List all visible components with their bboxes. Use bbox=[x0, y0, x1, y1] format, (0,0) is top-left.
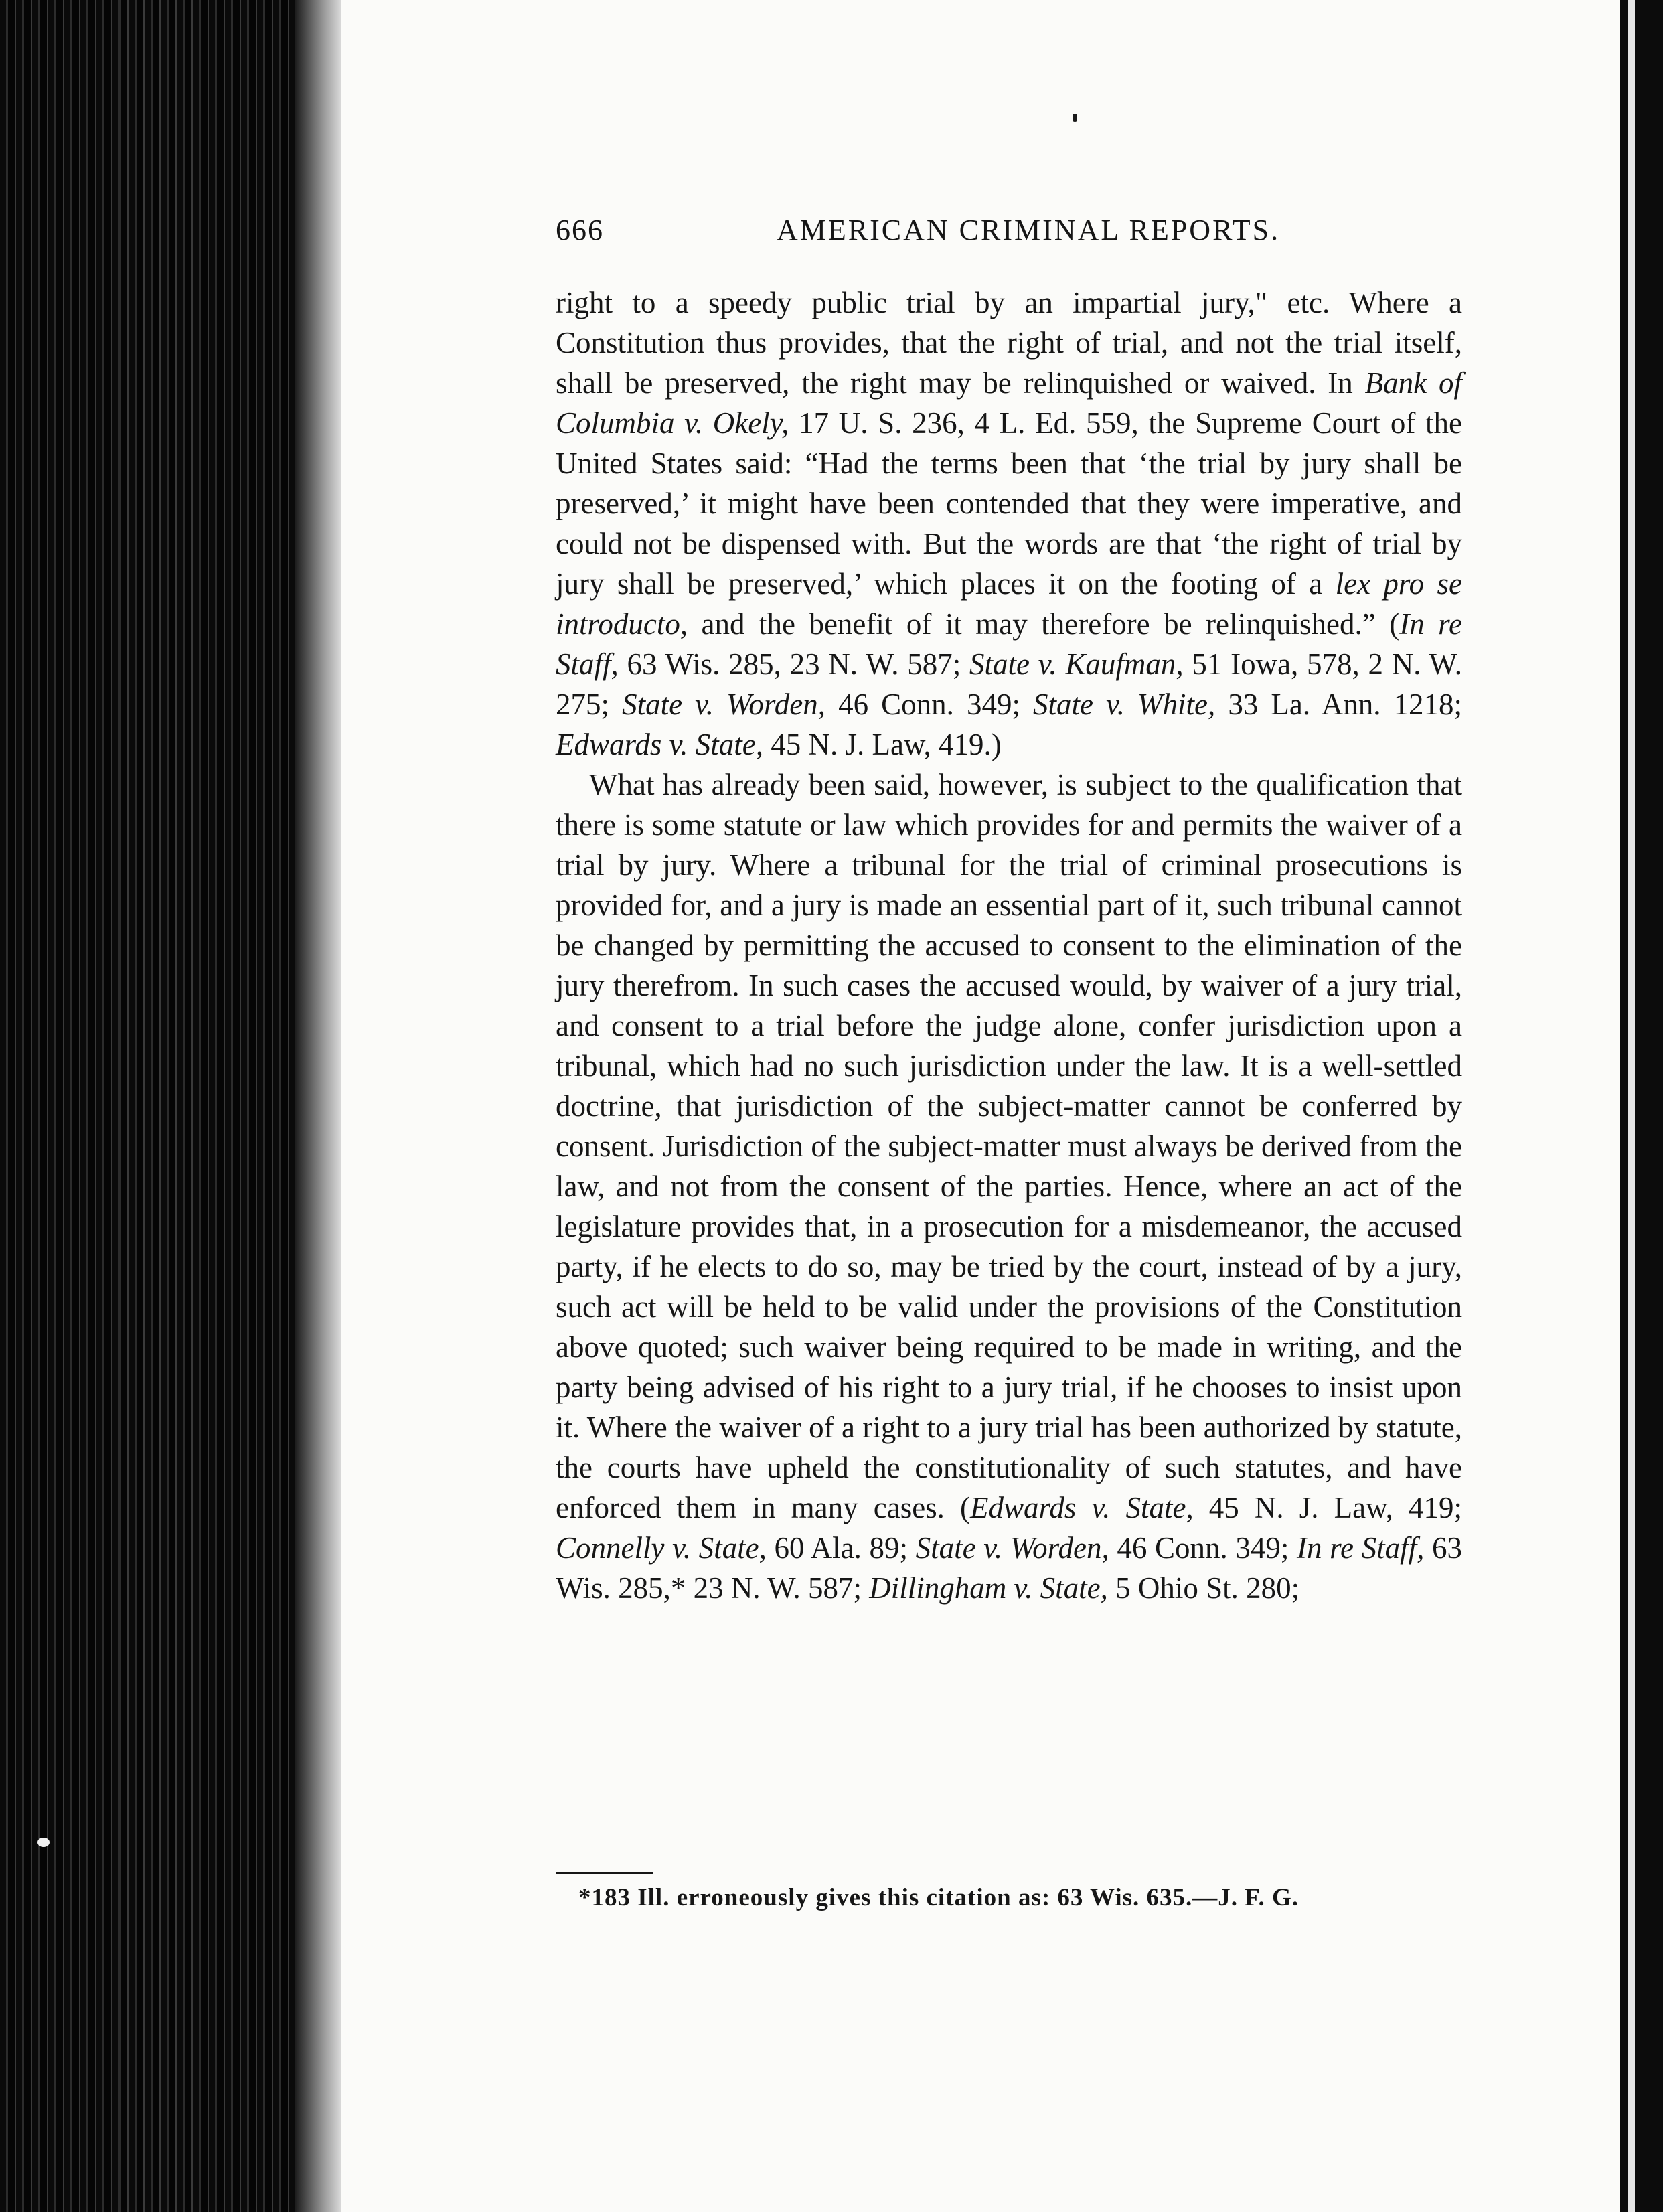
text-run: 63 Wis. 285, 23 N. W. 587; bbox=[618, 647, 970, 681]
text-run: 63 Wis. 285,* 23 N. W. 587; bbox=[556, 1531, 1463, 1605]
paragraph-1 bbox=[556, 283, 1462, 765]
case-citation: In re Staff, bbox=[556, 607, 1462, 681]
case-citation: Bank of Columbia v. Okely, bbox=[556, 366, 1462, 440]
book-binding bbox=[0, 0, 341, 2212]
case-citation: State v. Worden, bbox=[915, 1531, 1109, 1565]
running-title: AMERICAN CRIMINAL REPORTS. bbox=[777, 214, 1281, 246]
binding-shadow bbox=[295, 0, 348, 2212]
case-citation: Edwards v. State, bbox=[556, 728, 763, 761]
case-citation: Edwards v. State, bbox=[970, 1491, 1194, 1524]
case-citation: Dillingham v. State, bbox=[869, 1571, 1108, 1605]
scan-right-edge bbox=[1620, 0, 1663, 2212]
binding-mark bbox=[37, 1838, 50, 1847]
latin-phrase: lex pro se introducto, bbox=[556, 567, 1462, 641]
body-text bbox=[556, 283, 1462, 1608]
footnote: *183 Ill. erroneously gives this citation as: 63 Wis. 635.—J. F. G. bbox=[578, 1884, 1299, 1911]
case-citation: State v. White, bbox=[1033, 688, 1216, 721]
text-run: 45 N. J. Law, 419.) bbox=[763, 728, 1002, 761]
case-citation: In re Staff, bbox=[1297, 1531, 1425, 1565]
text-run: 46 Conn. 349; bbox=[1109, 1531, 1297, 1565]
case-citation: State v. Worden, bbox=[622, 688, 825, 721]
text-run: 45 N. J. Law, 419; bbox=[1193, 1491, 1462, 1524]
text-run: and the benefit of it may therefore be relinquished.” ( bbox=[688, 607, 1400, 641]
page-number: 666 bbox=[556, 214, 604, 246]
footnote-rule bbox=[556, 1872, 653, 1874]
page-header bbox=[556, 209, 1299, 252]
paragraph-2 bbox=[556, 765, 1462, 1608]
scan-right-edge-gap bbox=[1628, 0, 1635, 2212]
text-run: 60 Ala. 89; bbox=[766, 1531, 916, 1565]
case-citation: Connelly v. State, bbox=[556, 1531, 767, 1565]
ink-speck bbox=[1073, 114, 1077, 122]
text-run: 17 U. S. 236, 4 L. Ed. 559, the Supreme Court of the United States said: “Had the terms been that ‘the trial by jury shall be preserved,’ it might have been contended that they were imperative, and could not be dispensed with. But the words are that ‘the right of trial by jury shall be preserved,’ which places it on the footing of a bbox=[556, 406, 1462, 601]
text-run: 46 Conn. 349; bbox=[825, 688, 1034, 721]
text-run: 5 Ohio St. 280; bbox=[1107, 1571, 1300, 1605]
text-run: 51 Iowa, 578, 2 N. W. 275; bbox=[556, 647, 1462, 721]
text-run: right to a speedy public trial by an impartial jury," etc. Where a Constitution thus provides, that the right of trial, and not the trial itself, shall be preserved, the right may be relinquished or waived. In bbox=[556, 286, 1462, 400]
case-citation: State v. Kaufman, bbox=[969, 647, 1184, 681]
text-run: What has already been said, however, is subject to the qualification that there is some statute or law which provides for and permits the waiver of a trial by jury. Where a tribunal for the trial of criminal prosecutions is provided for, and a jury is made an essential part of it, such tribunal cannot be changed by permitting the accused to consent to the elimination of the jury therefrom. In such cases the accused would, by waiver of a jury trial, and consent to a trial before the judge alone, confer jurisdiction upon a tribunal, which had no such jurisdiction under the law. It is a well-settled doctrine, that jurisdiction of the subject-matter cannot be conferred by consent. Jurisdiction of the subject-matter must always be derived from the law, and not from the consent of the parties. Hence, where an act of the legislature provides that, in a prosecution for a misdemeanor, the accused party, if he elects to do so, may be tried by the court, instead of by a jury, such act will be held to be valid under the provisions of the Constitution above quoted; such waiver being required to be made in writing, and the party being advised of his right to a jury trial, if he chooses to insist upon it. Where the waiver of a right to a jury trial has been authorized by statute, the courts have upheld the constitutionality of such statutes, and have enforced them in many cases. ( bbox=[556, 768, 1462, 1524]
text-run: 33 La. Ann. 1218; bbox=[1215, 688, 1463, 721]
